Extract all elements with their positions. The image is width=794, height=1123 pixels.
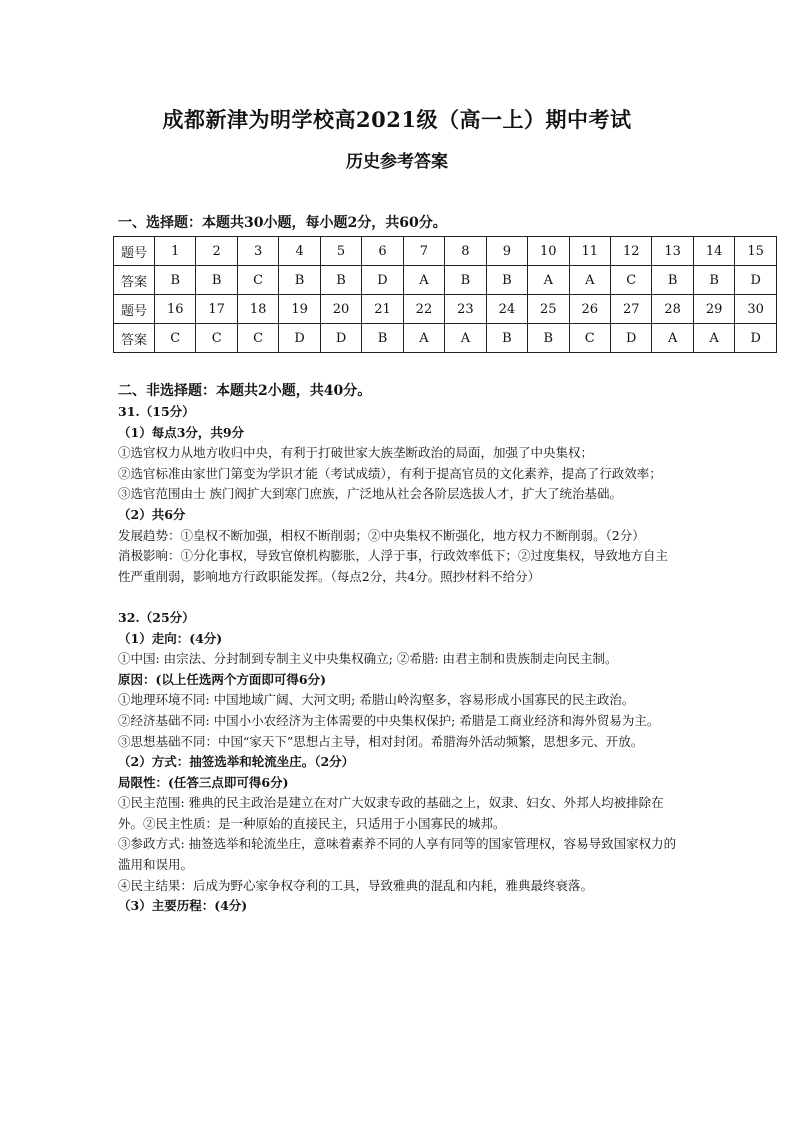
table-cell: 1 <box>155 237 196 266</box>
table-cell: C <box>155 324 196 353</box>
answer-text: ④民主结果：后成为野心家争权夺利的工具，导致雅典的混乱和内耗，雅典最终衰落。 <box>118 877 594 893</box>
table-cell: 23 <box>445 295 486 324</box>
answer-text: ②经济基础不同: 中国小小农经济为主体需要的中央集权保护; 希腊是工商业经济和海外贸易为主。 <box>118 712 660 728</box>
table-cell: A <box>569 266 610 295</box>
table-cell: C <box>196 324 237 353</box>
table-cell: 3 <box>237 237 278 266</box>
row-header-cell: 答案 <box>114 266 155 295</box>
answer-row <box>114 324 777 353</box>
table-cell: B <box>362 324 403 353</box>
answer-text: ③选官范围由士 族门阀扩大到寒门庶族，广泛地从社会各阶层选拔人才，扩大了统治基础。 <box>118 486 622 502</box>
table-cell: 18 <box>237 295 278 324</box>
row-header-cell: 题号 <box>114 295 155 324</box>
table-cell: 10 <box>528 237 569 266</box>
table-cell: B <box>652 266 693 295</box>
answer-text: ①中国: 由宗法、分封制到专制主义中央集权确立; ②希腊: 由君主制和贵族制走向民主制。 <box>118 651 618 667</box>
table-cell: B <box>155 266 196 295</box>
table-cell: 16 <box>155 295 196 324</box>
table-cell: 4 <box>279 237 320 266</box>
table-cell: 6 <box>362 237 403 266</box>
table-cell: D <box>610 324 651 353</box>
table-cell: 2 <box>196 237 237 266</box>
row-header-cell: 答案 <box>114 324 155 353</box>
page-subtitle: 历史参考答案 <box>346 152 448 172</box>
table-cell: C <box>237 266 278 295</box>
spacer <box>118 587 678 608</box>
answer-heading: 31.（15分） <box>118 404 195 419</box>
table-cell: B <box>528 324 569 353</box>
table-cell: B <box>279 266 320 295</box>
table-cell: 30 <box>735 295 777 324</box>
table-cell: 27 <box>610 295 651 324</box>
table-cell: 8 <box>445 237 486 266</box>
table-cell: 9 <box>486 237 527 266</box>
table-cell: B <box>320 266 361 295</box>
answer-text: ③思想基础不同：中国“家天下”思想占主导，相对封闭。希腊海外活动频繁，思想多元、开放。 <box>118 733 644 749</box>
answer-table <box>113 236 777 353</box>
table-cell: C <box>610 266 651 295</box>
table-cell: 22 <box>403 295 444 324</box>
table-cell: A <box>652 324 693 353</box>
table-cell: B <box>196 266 237 295</box>
table-cell: A <box>403 324 444 353</box>
table-cell: 29 <box>693 295 734 324</box>
answer-heading: 原因：(以上任选两个方面即可得6分) <box>118 671 327 687</box>
answer-text: ③参政方式: 抽签选举和轮流坐庄，意味着素养不同的人享有同等的国家管理权，容易导致国家权力的滥用和误用。 <box>118 836 677 873</box>
table-cell: A <box>693 324 734 353</box>
table-cell: A <box>403 266 444 295</box>
table-cell: B <box>486 266 527 295</box>
table-cell: B <box>445 266 486 295</box>
answer-heading: （1）走向：(4分) <box>118 630 223 646</box>
table-cell: D <box>279 324 320 353</box>
section-1-heading: 一、选择题：本题共30小题，每小题2分，共60分。 <box>118 215 447 231</box>
page-title: 成都新津为明学校高2021级（高一上）期中考试 <box>162 107 632 132</box>
table-cell: A <box>528 266 569 295</box>
table-cell: B <box>486 324 527 353</box>
table-cell: D <box>735 324 777 353</box>
answer-text: 消极影响：①分化事权，导致官僚机构膨胀，人浮于事，行政效率低下；②过度集权，导致地方自主 性严重削弱，影响地方行政职能发挥。（每点2分，共4分。照抄材料不给分） <box>118 548 669 584</box>
answer-text: ①民主范围: 雅典的民主政治是建立在对广大奴隶专政的基础之上，奴隶、妇女、外邦人均被排除在外。②民主性质：是一种原始的直接民主，只适用于小国寡民的城邦。 <box>118 795 664 831</box>
row-header-cell: 题号 <box>114 237 155 266</box>
table-cell: 12 <box>610 237 651 266</box>
table-cell: A <box>445 324 486 353</box>
answer-heading: 32.（25分） <box>118 609 195 625</box>
answer-text: ①选官权力从地方收归中央，有利于打破世家大族垄断政治的局面，加强了中央集权； <box>118 445 594 461</box>
question-number-row <box>114 295 777 324</box>
answer-heading: （2）共6分 <box>118 506 186 522</box>
table-cell: 19 <box>279 295 320 324</box>
table-cell: 11 <box>569 237 610 266</box>
answer-text: ②选官标准由家世门第变为学识才能（考试成绩），有利于提高官员的文化素养，提高了行政效率； <box>118 465 662 481</box>
table-cell: D <box>362 266 403 295</box>
table-cell: 13 <box>652 237 693 266</box>
answer-heading: （1）每点3分，共9分 <box>118 424 245 440</box>
table-cell: 20 <box>320 295 361 324</box>
answer-content <box>118 402 678 917</box>
table-cell: 5 <box>320 237 361 266</box>
table-cell: 14 <box>693 237 734 266</box>
table-cell: D <box>735 266 777 295</box>
answer-heading: （2）方式：抽签选举和轮流坐庄。（2分） <box>118 754 355 770</box>
table-cell: C <box>237 324 278 353</box>
table-cell: 24 <box>486 295 527 324</box>
table-cell: 26 <box>569 295 610 324</box>
table-cell: 25 <box>528 295 569 324</box>
table-cell: 7 <box>403 237 444 266</box>
answer-text: 发展趋势：①皇权不断加强，相权不断削弱；②中央集权不断强化，地方权力不断削弱。（2分） <box>118 527 645 543</box>
table-cell: B <box>693 266 734 295</box>
question-number-row <box>114 237 777 266</box>
table-cell: 17 <box>196 295 237 324</box>
table-cell: 21 <box>362 295 403 324</box>
answer-text: ①地理环境不同: 中国地域广阔、大河文明; 希腊山岭沟壑多，容易形成小国寡民的民主政治。 <box>118 692 635 708</box>
table-cell: D <box>320 324 361 353</box>
answer-row <box>114 266 777 295</box>
table-cell: C <box>569 324 610 353</box>
answer-heading: （3）主要历程：(4分) <box>118 898 248 914</box>
section-2-heading: 二、非选择题：本题共2小题，共40分。 <box>118 383 372 399</box>
answer-heading: 局限性：(任答三点即可得6分) <box>118 774 289 790</box>
table-cell: 15 <box>735 237 777 266</box>
table-cell: 28 <box>652 295 693 324</box>
